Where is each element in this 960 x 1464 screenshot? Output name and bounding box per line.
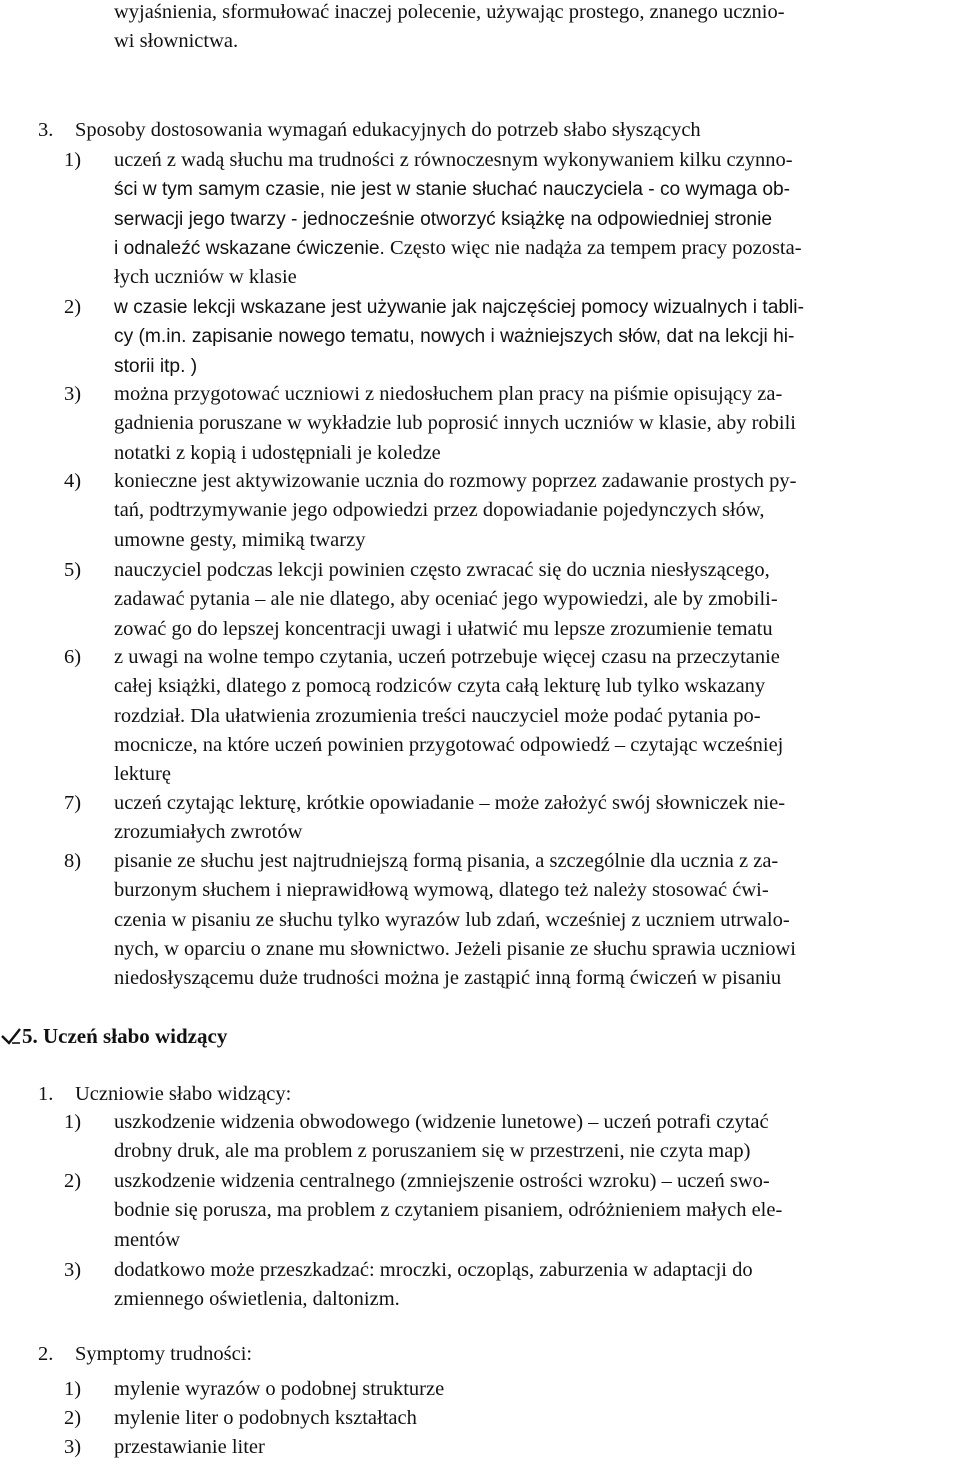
text-line: mylenie wyrazów o podobnej strukturze [114,1378,445,1400]
text-line: zować go do lepszej koncentracji uwagi i ułatwić mu lepsze zrozumienie tematu [114,617,773,640]
text-line: storii itp. ) [114,355,198,377]
item-text [114,1375,959,1404]
item-text [114,380,959,468]
text-line: dodatkowo może przeszkadzać: mroczki, oczopląs, zaburzenia w adaptacji do [114,1259,753,1281]
text-line: burzonym słuchem i nieprawidłową wymową, dlatego też należy stosować ćwi- [114,879,769,902]
text-line: zmiennego oświetlenia, daltonizm. [114,1288,400,1311]
text-line: konieczne jest aktywizowanie ucznia do rozmowy poprzez zadawanie prostych py- [114,470,797,492]
text-line: mentów [114,1228,181,1251]
subsection-title: Uczniowie słabo widzący: [75,1083,292,1105]
item-text [114,1256,959,1315]
text-line: mocnicze, na które uczeń powinien przygotować odpowiedź – czytając wcześniej [114,733,784,756]
text-line: uczeń z wadą słuchu ma trudności z równoczesnym wykonywaniem kilku czynno- [114,149,793,171]
item-text [114,643,959,789]
text-line: ści w tym samym czasie, nie jest w stanie słuchać nauczyciela - co wymaga ob- [114,179,791,201]
text-line: notatki z kopią i udostępniali je koledze [114,441,441,464]
item-text [114,146,959,292]
text-line: uszkodzenie widzenia centralnego (zmniejszenie ostrości wzroku) – uczeń swo- [114,1170,770,1192]
text-line: czenia w pisaniu ze słuchu tylko wyrazów lub zdań, wcześniej z uczniem utrwalo- [114,908,790,931]
subsection-number: 1. [38,1083,54,1105]
subsection-number: 2. [38,1343,54,1365]
item-number: 6) [64,646,82,668]
text-line: w czasie lekcji wskazane jest używanie jak najczęściej pomocy wizualnych i tabli- [114,297,804,318]
text-line: uszkodzenie widzenia obwodowego (widzenie lunetowe) – uczeń potrafi czytać [114,1111,769,1133]
item-text [114,1404,959,1433]
text-line: wyjaśnienia, sformułować inaczej polecenie, używając prostego, znanego ucznio- [114,1,785,23]
item-number: 3) [64,383,82,405]
list-item [64,146,959,296]
item-text [114,847,959,993]
text-line: można przygotować uczniowi z niedosłuchem plan pracy na piśmie opisujący za- [114,383,783,405]
item-number: 1) [64,1378,82,1400]
section-5-heading [0,1022,900,1054]
item-number: 8) [64,850,82,872]
section-heading-text: 5. Uczeń słabo widzący [22,1024,228,1048]
item-number: 4) [64,470,82,492]
text-line: całej książki, dlatego z pomocą rodziców czyta całą lekturę lub tylko wskazany [114,675,766,698]
subsection-title: Symptomy trudności: [75,1343,253,1365]
check-arrow-bullet-icon [0,1025,22,1055]
text-line: niedosłyszącemu duże trudności można je zastąpić inną formą ćwiczeń w pisaniu [114,967,782,990]
item-number: 1) [64,1111,82,1133]
text-line: cy (m.in. zapisanie nowego tematu, nowych i ważniejszych słów, dat na lekcji hi- [114,326,795,348]
text-line: z uwagi na wolne tempo czytania, uczeń potrzebuje więcej czasu na przeczytanie [114,646,780,668]
text-line: serwacji jego twarzy - jednocześnie otworzyć książkę na odpowiedniej stronie [114,208,773,230]
item-number: 2) [64,1170,82,1192]
item-number: 7) [64,792,82,814]
item-number: 3) [64,1259,82,1281]
item-text [114,1108,959,1167]
text-line: łych uczniów w klasie [114,266,297,289]
item-number: 5) [64,559,82,581]
text-line: i odnaleźć wskazane ćwiczenie. Często więc nie nadąża za tempem pracy pozosta- [114,236,802,259]
section-number: 3. [38,119,54,141]
item-number: 2) [64,296,82,318]
text-line: gadnienia poruszane w wykładzie lub poprosić innych uczniów w klasie, aby robili [114,412,797,435]
text-line: lekturę [114,763,171,786]
text-line: bodnie się porusza, ma problem z czytaniem pisaniem, odróżnieniem małych ele- [114,1199,783,1222]
text-line: mylenie liter o podobnych kształtach [114,1407,417,1429]
text-fragment: i odnaleźć wskazane ćwiczenie. [114,237,385,259]
text-line: zrozumiałych zwrotów [114,821,303,844]
item-text [114,467,959,555]
item-number: 1) [64,149,82,171]
section-title: Sposoby dostosowania wymagań edukacyjnych do potrzeb słabo słyszących [75,119,701,141]
text-line: uczeń czytając lekturę, krótkie opowiadanie – może założyć swój słowniczek nie- [114,792,786,814]
text-line: umowne gesty, mimiką twarzy [114,528,366,551]
item-text [114,789,959,848]
item-number: 3) [64,1436,82,1458]
intro-paragraph [114,0,959,57]
item-text [114,293,959,381]
text-line: zadawać pytania – ale nie dlatego, aby oceniać jego wypowiedzi, ale by zmobili- [114,588,778,611]
item-text [114,1433,959,1462]
text-line: tań, podtrzymywanie jego odpowiedzi przez dopowiadanie pojedynczych słów, [114,499,765,522]
text-line: rozdział. Dla ułatwienia zrozumienia treści nauczyciel może podać pytania po- [114,704,761,727]
text-line: nauczyciel podczas lekcji powinien często zwracać się do ucznia niesłyszącego, [114,559,770,581]
text-line: wi słownictwa. [114,30,239,53]
text-line: przestawianie liter [114,1436,265,1458]
text-line: nych, w oparciu o znane mu słownictwo. Jeżeli pisanie ze słuchu sprawia uczniowi [114,937,796,960]
item-text [114,556,959,644]
item-number: 2) [64,1407,82,1429]
item-text [114,1167,959,1255]
text-line: drobny druk, ale ma problem z poruszaniem się w przestrzeni, nie czyta map) [114,1140,751,1163]
text-line: pisanie ze słuchu jest najtrudniejszą formą pisania, a szczególnie dla ucznia z za- [114,850,779,872]
